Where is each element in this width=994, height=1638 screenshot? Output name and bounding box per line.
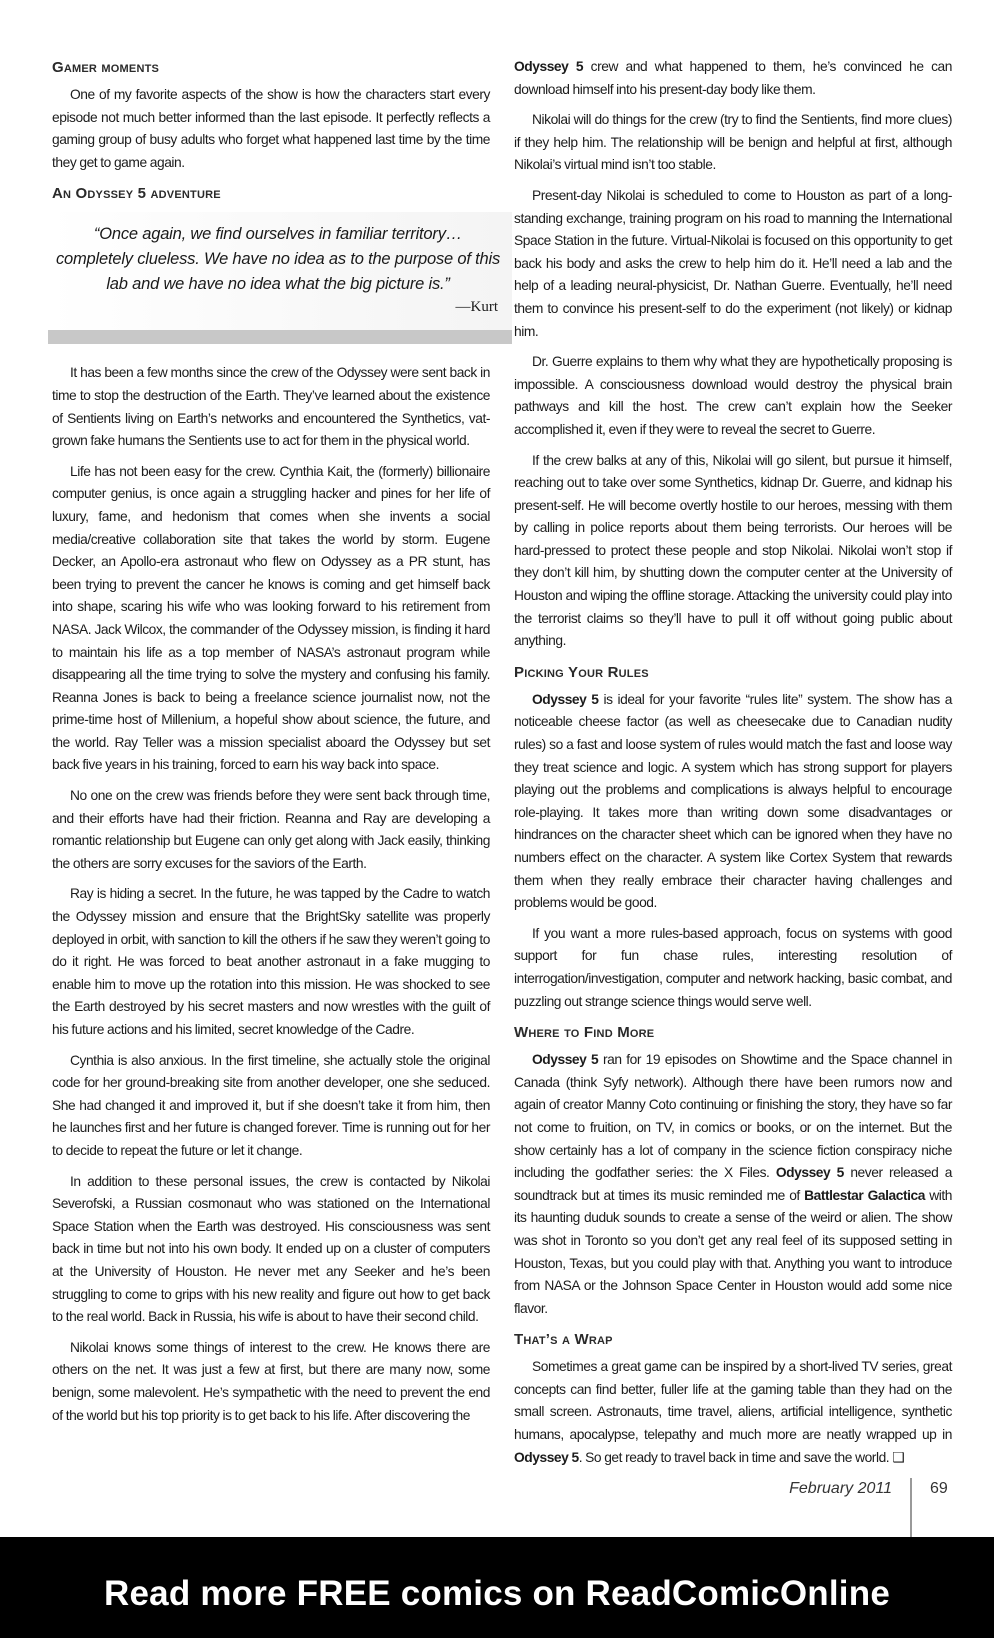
pull-quote [48, 212, 512, 330]
title-emphasis: Battlestar Galactica [804, 1187, 925, 1203]
issue-date: February 2011 [789, 1480, 892, 1497]
right-column [514, 56, 952, 1477]
paragraph: Ray is hiding a secret. In the future, he was tapped by the Cadre to watch the Odyssey mission and ensure that the BrightSky satellite was properly deployed in orbit, with sanction to kill the others if he saw they weren’t going to do it right. He was forced to beat another astronaut in a fake mugging to enable him to move up the rotation into this mission. He was shocked to see the Earth destroyed by his secret masters and now wrestles with the guilt of his future actions and his limited, secret knowledge of the Cadre. [52, 886, 490, 1037]
left-column [52, 56, 501, 1435]
paragraph [514, 689, 952, 915]
heading-where-to-find: Where to Find More [514, 1024, 655, 1042]
paragraph: In addition to these personal issues, the crew is contacted by Nikolai Severofski, a Russian cosmonaut who was stationed on the International Space Station when the Earth was destroyed. His consciousness was sent back in time but not into his own body. It ended up on a cluster of computers at the University of Houston. He never met any Seeker and he’s been struggling to come to grips with his new reality and figure out how to get back to the real world. Back in Russia, his wife is about to have their second child. [52, 1173, 490, 1325]
heading-adventure: An Odyssey 5 adventure [52, 185, 221, 203]
paragraph: It has been a few months since the crew of the Odyssey were sent back in time to stop the destruction of the Earth. They’ve learned about the existence of Sentients living on Earth’s networks and encountered the Synthetics, vat-grown fake humans the Sentients use to act for them in the physical world. [52, 365, 490, 449]
quote-attribution: —Kurt [455, 299, 498, 316]
paragraph-text: is ideal for your favorite “rules lite” system. The show has a noticeable cheese factor (as well as cheesecake due to Canadian nudity rules) so a fast and loose system of rules would match the fast and loose way they treat science and logic. A system which has strong support for players playing out the problems and complications is always helpful to encourage role-playing. It takes more than writing down some disadvantages or hindrances on the character sheet which can be ignored when they have no numbers effect on the character. A system like Cortex System that rewards them when they really embrace their character having challenges and problems would be good. [514, 691, 953, 911]
paragraph-text: never released a soundtrack but at times its music reminded me of [514, 1165, 952, 1203]
title-emphasis: Odyssey 5 [514, 59, 584, 74]
paragraph: Dr. Guerre explains to them why what they are hypothetically proposing is impossible. A consciousness download would destroy the physical brain pathways and kill the host. The crew can’t explain how the Seeker accomplished it, even if they were to reveal the secret to Guerre. [514, 354, 952, 437]
paragraph [514, 56, 952, 101]
title-emphasis: Odyssey 5 [532, 1052, 599, 1068]
paragraph: Present-day Nikolai is scheduled to come to Houston as part of a long-standing exchange, training program on his road to manning the International Space Station in the future. Virtual-Nikolai is focused on this opportunity to get back his body and asks the crew to help him do it. He’ll need a lab and the help of a leading neural-physicist, Dr. Nathan Guerre. Eventually, he’ll need them to convince his present-self to do the experiment (not likely) or kidnap him. [514, 187, 952, 339]
paragraph-text: ran for 19 episodes on Showtime and the Space channel in Canada (think Syfy network). Although there have been rumors now and again of creator Manny Coto continuing or finishing the story, they have so far not come to fruition, on TV, in comics or books, or on the internet. But the show certainly has a lot of company in the science fiction conspiracy niche including the godfather series: the X Files. [514, 1052, 952, 1181]
title-emphasis: Odyssey 5 [532, 691, 599, 707]
paragraph: Cynthia is also anxious. In the first timeline, she actually stole the original code for her ground-breaking site from another developer, one she seduced. She had changed it and improved it, but if she doesn’t take it from him, then he launches first and her future is changed forever. Time is running out for her to decide to repeat the future or let it change. [52, 1052, 490, 1158]
promo-banner[interactable] [0, 1537, 994, 1638]
heading-picking-rules: Picking Your Rules [514, 663, 649, 681]
paragraph: If you want a more rules-based approach, focus on systems with good support for fun chase rules, interesting resolution of interrogation/investigation, computer and network hacking, basic combat, and puzzling out strange science things would serve well. [514, 925, 952, 1009]
paragraph [514, 1049, 952, 1320]
banner-text: Read more FREE comics on ReadComicOnline [104, 1573, 890, 1613]
title-emphasis: Odyssey 5 [775, 1165, 844, 1181]
title-emphasis: Odyssey 5 [514, 1449, 579, 1465]
paragraph-text: crew and what happened to them, he’s convinced he can download himself into his present-day body like them. [514, 59, 952, 97]
paragraph-text: with its haunting duduk sounds to create a sense of the weird or alien. The show was shot in Toronto so you don’t get any real feel of its supposed setting in Houston, Texas, but you could play with that. Anything you want to introduce from NASA or the Johnson Space Center in Houston would add some nice flavor. [514, 1187, 952, 1316]
paragraph: If the crew balks at any of this, Nikolai will go silent, but pursue it himself, reaching out to take over some Synthetics, kidnap Dr. Guerre, and kidnap his present-self. He will become overtly hostile to our heroes, messing with them by calling in police reports about them being terrorists. Our heroes will be hard-pressed to protect these people and stop Nikolai. Nikolai won’t stop if they don’t kill him, by shutting down the computer center at the University of Houston and wiping the offline storage. Attacking the university could play into the terrorist claims so they’ll have to pull it off without going public about anything. [514, 452, 952, 649]
paragraph: Nikolai will do things for the crew (try to find the Sentients, find more clues) if they help him. The relationship will be benign and helpful at first, although Nikolai’s virtual mind isn’t too stable. [514, 112, 952, 173]
paragraph: Life has not been easy for the crew. Cynthia Kait, the (formerly) billionaire computer genius, is once again a struggling hacker and pines for her life of luxury, fame, and hedonism that comes when she invents a social media/creative collaboration site that takes the world by storm. Eugene Decker, an Apollo-era astronaut who flew on Odyssey as a PR stunt, has been trying to prevent the cancer he knows is coming and get himself back into shape, scaring his wife who was looking forward to his retirement from NASA. Jack Wilcox, the commander of the Odyssey mission, is finding it hard to maintain his life as a top member of NASA’s astronaut program while disappearing all the time trying to solve the mystery and confusing his family. Reanna Jones is back to being a freelance science journalist now, not the prime-time host of Millenium, a hopeful show about science, the future, and the world. Ray Teller was a mission specialist aboard the Odyssey but set back five years in his training, forced to earn his way back into space. [52, 463, 490, 773]
paragraph-text: . So get ready to travel back in time and save the world. ❑ [578, 1449, 905, 1465]
footer-divider [910, 1478, 912, 1538]
paragraph: One of my favorite aspects of the show is how the characters start every episode not much better informed than the last episode. It perfectly reflects a gaming group of busy adults who forget what happened last time by the time they get to game again. [52, 87, 490, 170]
heading-gamer-moments: Gamer moments [52, 59, 160, 76]
page-number: 69 [930, 1480, 948, 1497]
paragraph: Nikolai knows some things of interest to the crew. He knows there are others on the net. It was just a few at first, but there are many now, some benign, some malevolent. He’s sympathetic with the need to prevent the end of the world but his top priority is to get back to his life. After discovering the [52, 1339, 490, 1423]
paragraph [514, 1356, 952, 1469]
paragraph: No one on the crew was friends before they were sent back through time, and their efforts have had their friction. Reanna and Ray are developing a romantic relationship but Eugene can only get along with Jack easily, thinking the others are sorry excuses for the saviors of the Earth. [52, 788, 490, 871]
paragraph-text: Sometimes a great game can be inspired by a short-lived TV series, great concepts can find better, fuller life at the gaming table than they had on the small screen. Astronauts, time travel, aliens, artificial intelligence, synthetic humans, apocalypse, telepathy and much more are neatly wrapped up in [514, 1359, 952, 1443]
heading-wrap: That’s a Wrap [514, 1331, 613, 1349]
quote-text: “Once again, we find ourselves in familiar territory… completely clueless. We have no idea as to the purpose of this lab and we have no idea what the big picture is.” [55, 225, 501, 294]
